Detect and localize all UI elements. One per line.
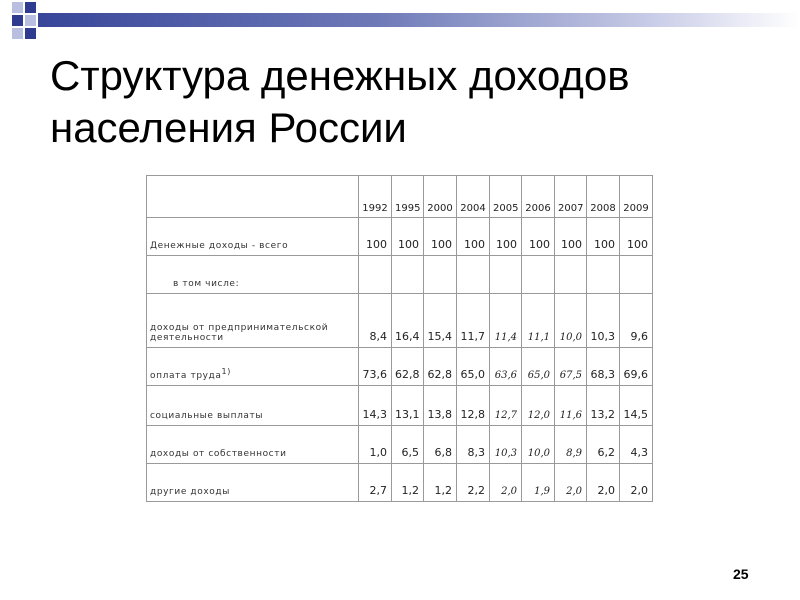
row-label (147, 294, 359, 348)
year-header: 2004 (457, 176, 490, 218)
value-cell: 11,6 (555, 386, 587, 426)
value-cell: 1,2 (392, 464, 424, 502)
value-cell: 10,3 (587, 294, 620, 348)
value-cell: 100 (457, 218, 490, 256)
value-cell: 1,9 (522, 464, 555, 502)
value-cell: 100 (392, 218, 424, 256)
decorative-header (0, 0, 800, 40)
row-label-text: другие доходы (150, 487, 230, 497)
value-cell: 100 (587, 218, 620, 256)
value-cell: 8,4 (359, 294, 392, 348)
value-cell (490, 256, 522, 294)
value-cell: 8,9 (555, 426, 587, 464)
income-structure-table-wrapper (146, 175, 648, 505)
decor-square (12, 2, 23, 13)
value-cell: 6,8 (424, 426, 457, 464)
table-row (147, 348, 653, 386)
value-cell: 15,4 (424, 294, 457, 348)
value-cell (587, 256, 620, 294)
value-cell (424, 256, 457, 294)
value-cell: 12,0 (522, 386, 555, 426)
value-cell: 16,4 (392, 294, 424, 348)
year-header: 2008 (587, 176, 620, 218)
row-label (147, 218, 359, 256)
title-line-1: Структура денежных доходов (50, 52, 630, 99)
value-cell: 12,7 (490, 386, 522, 426)
year-header: 2009 (620, 176, 653, 218)
value-cell: 62,8 (424, 348, 457, 386)
row-label-text: доходы от предпринимательской деятельности (150, 323, 329, 343)
value-cell (555, 256, 587, 294)
row-label-text: Денежные доходы - всего (150, 241, 289, 251)
row-label (147, 426, 359, 464)
value-cell: 13,8 (424, 386, 457, 426)
value-cell: 100 (522, 218, 555, 256)
value-cell (359, 256, 392, 294)
value-cell: 2,0 (587, 464, 620, 502)
year-header: 1992 (359, 176, 392, 218)
value-cell: 1,2 (424, 464, 457, 502)
row-label (147, 464, 359, 502)
value-cell: 10,0 (522, 426, 555, 464)
value-cell (392, 256, 424, 294)
row-label (147, 348, 359, 386)
table-row (147, 426, 653, 464)
table-row (147, 386, 653, 426)
value-cell: 100 (359, 218, 392, 256)
value-cell: 62,8 (392, 348, 424, 386)
table-header-row (147, 176, 653, 218)
value-cell: 73,6 (359, 348, 392, 386)
value-cell: 10,3 (490, 426, 522, 464)
value-cell: 6,5 (392, 426, 424, 464)
year-header: 2006 (522, 176, 555, 218)
year-header: 2007 (555, 176, 587, 218)
decor-square (12, 15, 23, 26)
value-cell (522, 256, 555, 294)
footnote-marker: 1) (221, 367, 231, 376)
value-cell: 65,0 (457, 348, 490, 386)
value-cell: 6,2 (587, 426, 620, 464)
value-cell: 2,7 (359, 464, 392, 502)
value-cell: 63,6 (490, 348, 522, 386)
value-cell: 100 (490, 218, 522, 256)
value-cell: 68,3 (587, 348, 620, 386)
value-cell: 11,4 (490, 294, 522, 348)
value-cell: 100 (424, 218, 457, 256)
row-label (147, 386, 359, 426)
row-label-text: социальные выплаты (150, 411, 264, 421)
row-label-text: в том числе: (173, 279, 240, 289)
value-cell (457, 256, 490, 294)
value-cell: 2,0 (555, 464, 587, 502)
value-cell: 13,1 (392, 386, 424, 426)
title-line-2: населения России (50, 104, 407, 151)
row-label-text: оплата труда (150, 371, 222, 381)
decor-square (25, 15, 36, 26)
corner-cell (147, 176, 359, 218)
value-cell: 4,3 (620, 426, 653, 464)
row-label (147, 256, 359, 294)
value-cell: 14,3 (359, 386, 392, 426)
table-row (147, 464, 653, 502)
value-cell: 13,2 (587, 386, 620, 426)
value-cell: 69,6 (620, 348, 653, 386)
value-cell: 100 (620, 218, 653, 256)
row-label-text: доходы от собственности (150, 449, 287, 459)
value-cell: 12,8 (457, 386, 490, 426)
year-header: 2000 (424, 176, 457, 218)
value-cell: 1,0 (359, 426, 392, 464)
value-cell: 14,5 (620, 386, 653, 426)
value-cell: 67,5 (555, 348, 587, 386)
page-number: 25 (733, 566, 749, 582)
decor-square (25, 28, 36, 39)
header-gradient-bar (38, 13, 800, 27)
value-cell: 2,2 (457, 464, 490, 502)
value-cell: 10,0 (555, 294, 587, 348)
decor-square (12, 28, 23, 39)
table-row (147, 256, 653, 294)
value-cell (620, 256, 653, 294)
year-header: 1995 (392, 176, 424, 218)
value-cell: 2,0 (620, 464, 653, 502)
slide-title (50, 50, 770, 154)
value-cell: 65,0 (522, 348, 555, 386)
value-cell: 11,7 (457, 294, 490, 348)
value-cell: 100 (555, 218, 587, 256)
table-row (147, 218, 653, 256)
value-cell: 11,1 (522, 294, 555, 348)
decor-square (25, 2, 36, 13)
table-row (147, 294, 653, 348)
value-cell: 9,6 (620, 294, 653, 348)
value-cell: 8,3 (457, 426, 490, 464)
year-header: 2005 (490, 176, 522, 218)
income-structure-table (146, 175, 653, 502)
value-cell: 2,0 (490, 464, 522, 502)
